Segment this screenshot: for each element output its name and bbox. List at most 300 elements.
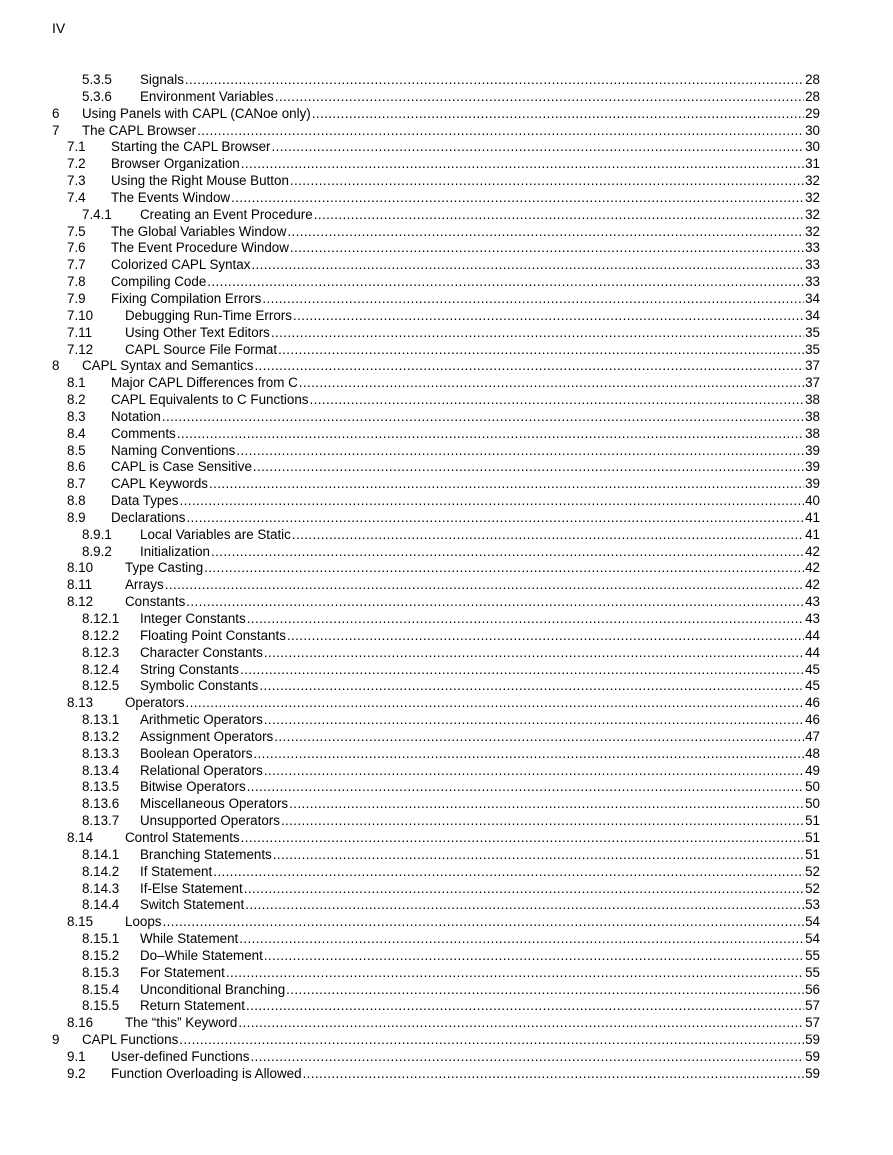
toc-entry[interactable] [0, 796, 893, 813]
toc-entry[interactable] [0, 1049, 893, 1066]
toc-dot-leader [273, 847, 804, 864]
toc-entry-line [125, 342, 820, 359]
toc-dot-leader [244, 881, 804, 898]
toc-entry-page: 44 [805, 644, 820, 660]
toc-entry[interactable] [0, 325, 893, 342]
toc-entry-number: 8.15.5 [82, 998, 120, 1014]
toc-entry-line [140, 763, 820, 780]
toc-entry-title: Function Overloading is Allowed [111, 1065, 302, 1081]
toc-entry-number: 8.15.2 [82, 947, 120, 963]
toc-entry-number: 8.14.2 [82, 863, 120, 879]
toc-entry-number: 8.13.4 [82, 762, 120, 778]
toc-entry-title: String Constants [140, 661, 239, 677]
toc-entry-line [111, 443, 820, 460]
toc-entry-title: Miscellaneous Operators [140, 796, 289, 812]
toc-entry[interactable] [0, 72, 893, 89]
toc-dot-leader [226, 965, 804, 982]
toc-entry[interactable] [0, 240, 893, 257]
toc-entry-title: Unsupported Operators [140, 813, 280, 829]
toc-dot-leader [264, 645, 804, 662]
toc-entry-line [140, 527, 820, 544]
toc-dot-leader [289, 796, 804, 813]
toc-entry-title: CAPL Syntax and Semantics [82, 358, 254, 374]
toc-entry-page: 57 [805, 998, 820, 1014]
toc-entry[interactable] [0, 510, 893, 527]
toc-entry-page: 56 [805, 981, 820, 997]
toc-entry-line [111, 1049, 820, 1066]
toc-entry-line [111, 510, 820, 527]
toc-entry-line [140, 207, 820, 224]
toc-entry[interactable] [0, 763, 893, 780]
toc-entry-page: 33 [805, 240, 820, 256]
toc-entry-line [111, 493, 820, 510]
toc-entry[interactable] [0, 1032, 893, 1049]
toc-entry-title: CAPL is Case Sensitive [111, 459, 252, 475]
toc-entry-line [140, 628, 820, 645]
toc-entry-page: 51 [805, 846, 820, 862]
toc-entry-line [140, 712, 820, 729]
toc-entry-page: 41 [805, 509, 820, 525]
toc-entry-page: 53 [805, 897, 820, 913]
toc-entry-title: Character Constants [140, 644, 263, 660]
toc-entry-line [140, 813, 820, 830]
toc-entry-line [140, 864, 820, 881]
toc-entry[interactable] [0, 712, 893, 729]
toc-entry-title: Bitwise Operators [140, 779, 246, 795]
toc-entry[interactable] [0, 257, 893, 274]
toc-entry-line [140, 645, 820, 662]
toc-entry-line [140, 881, 820, 898]
toc-entry-line [140, 72, 820, 89]
toc-entry-page: 44 [805, 627, 820, 643]
toc-entry[interactable] [0, 426, 893, 443]
toc-entry-line [82, 358, 820, 375]
toc-entry[interactable] [0, 560, 893, 577]
toc-entry-title: CAPL Equivalents to C Functions [111, 392, 309, 408]
toc-dot-leader [213, 864, 804, 881]
toc-entry-line [111, 409, 820, 426]
toc-entry-line [140, 779, 820, 796]
toc-entry-number: 7.6 [67, 240, 86, 256]
toc-entry-line [111, 1066, 820, 1083]
toc-entry-number: 8.13.7 [82, 813, 120, 829]
toc-entry-title: CAPL Keywords [111, 476, 208, 492]
toc-entry-page: 42 [805, 560, 820, 576]
toc-entry-number: 8.15.1 [82, 931, 120, 947]
toc-entry-number: 7 [52, 122, 60, 138]
toc-entry-line [125, 308, 820, 325]
toc-entry-title: Major CAPL Differences from C [111, 375, 298, 391]
toc-entry-title: Browser Organization [111, 156, 240, 172]
toc-entry-page: 42 [805, 577, 820, 593]
toc-entry-page: 45 [805, 678, 820, 694]
toc-entry[interactable] [0, 459, 893, 476]
toc-entry-title: Control Statements [125, 829, 240, 845]
toc-entry-title: Unconditional Branching [140, 981, 286, 997]
toc-entry-line [140, 931, 820, 948]
toc-entry-number: 7.7 [67, 257, 86, 273]
toc-entry-page: 35 [805, 324, 820, 340]
toc-entry-page: 39 [805, 459, 820, 475]
toc-entry-title: While Statement [140, 931, 239, 947]
toc-dot-leader [209, 476, 804, 493]
toc-dot-leader [274, 729, 804, 746]
toc-entry-number: 7.2 [67, 156, 86, 172]
toc-entry-title: If-Else Statement [140, 880, 243, 896]
toc-entry-title: Notation [111, 408, 161, 424]
toc-entry-page: 34 [805, 290, 820, 306]
toc-entry-number: 7.4 [67, 189, 86, 205]
toc-entry-title: Type Casting [125, 560, 204, 576]
toc-entry-title: Debugging Run-Time Errors [125, 307, 292, 323]
toc-entry-number: 7.1 [67, 139, 86, 155]
toc-dot-leader [290, 173, 804, 190]
toc-entry-page: 33 [805, 274, 820, 290]
toc-entry-line [140, 998, 820, 1015]
toc-entry-title: Starting the CAPL Browser [111, 139, 271, 155]
toc-entry-number: 8.15.4 [82, 981, 120, 997]
toc-entry[interactable] [0, 156, 893, 173]
toc-entry-line [125, 695, 820, 712]
toc-entry-title: If Statement [140, 863, 213, 879]
toc-dot-leader [253, 746, 804, 763]
toc-entry-line [111, 375, 820, 392]
toc-entry-page: 48 [805, 745, 820, 761]
toc-entry-title: Environment Variables [140, 88, 274, 104]
toc-entry[interactable] [0, 982, 893, 999]
toc-entry[interactable] [0, 813, 893, 830]
toc-entry-page: 39 [805, 442, 820, 458]
toc-entry[interactable] [0, 1015, 893, 1032]
toc-entry-page: 46 [805, 695, 820, 711]
toc-entry-line [111, 224, 820, 241]
toc-entry[interactable] [0, 207, 893, 224]
toc-entry-page: 57 [805, 1015, 820, 1031]
toc-entry-page: 30 [805, 122, 820, 138]
toc-entry[interactable] [0, 914, 893, 931]
toc-dot-leader [281, 813, 804, 830]
toc-entry-title: Declarations [111, 509, 186, 525]
toc-entry-line [140, 89, 820, 106]
toc-entry[interactable] [0, 998, 893, 1015]
toc-dot-leader [254, 358, 804, 375]
toc-entry-page: 40 [805, 493, 820, 509]
toc-dot-leader [253, 459, 804, 476]
toc-entry-number: 8.10 [67, 560, 94, 576]
toc-dot-leader [241, 156, 804, 173]
toc-entry-title: User-defined Functions [111, 1048, 250, 1064]
toc-entry[interactable] [0, 662, 893, 679]
toc-entry-title: Arrays [125, 577, 164, 593]
toc-entry-line [140, 965, 820, 982]
toc-dot-leader [262, 291, 804, 308]
toc-entry-title: Boolean Operators [140, 745, 253, 761]
toc-entry-title: Symbolic Constants [140, 678, 259, 694]
toc-entry-title: Branching Statements [140, 846, 272, 862]
toc-entry-page: 55 [805, 964, 820, 980]
toc-dot-leader [290, 240, 804, 257]
toc-entry-page: 32 [805, 206, 820, 222]
toc-dot-leader [204, 560, 804, 577]
toc-entry-title: Constants [125, 594, 186, 610]
toc-entry[interactable] [0, 746, 893, 763]
toc-entry-page: 31 [805, 156, 820, 172]
toc-entry-page: 38 [805, 425, 820, 441]
toc-entry-number: 7.9 [67, 290, 86, 306]
toc-entry-title: The “this” Keyword [125, 1015, 238, 1031]
toc-entry-number: 8.13.1 [82, 712, 120, 728]
toc-entry-page: 38 [805, 392, 820, 408]
toc-entry-title: Naming Conventions [111, 442, 236, 458]
toc-dot-leader [247, 779, 804, 796]
toc-entry-line [111, 139, 820, 156]
toc-dot-leader [186, 594, 804, 611]
toc-entry[interactable] [0, 678, 893, 695]
toc-entry-number: 8.13 [67, 695, 94, 711]
toc-entry-number: 8.13.3 [82, 745, 120, 761]
toc-dot-leader [162, 914, 804, 931]
toc-entry[interactable] [0, 493, 893, 510]
toc-dot-leader [186, 510, 804, 527]
toc-entry-number: 8.15.3 [82, 964, 120, 980]
toc-dot-leader [247, 611, 804, 628]
toc-entry[interactable] [0, 139, 893, 156]
toc-entry-number: 6 [52, 105, 60, 121]
toc-entry-line [125, 914, 820, 931]
toc-entry-title: Colorized CAPL Syntax [111, 257, 251, 273]
toc-dot-leader [264, 763, 804, 780]
toc-entry[interactable] [0, 123, 893, 140]
toc-entry[interactable] [0, 645, 893, 662]
toc-entry-page: 54 [805, 931, 820, 947]
toc-entry-page: 50 [805, 779, 820, 795]
toc-entry-page: 45 [805, 661, 820, 677]
toc-entry-page: 59 [805, 1048, 820, 1064]
toc-entry-page: 50 [805, 796, 820, 812]
toc-entry-line [111, 156, 820, 173]
toc-entry-page: 41 [805, 526, 820, 542]
toc-dot-leader [264, 948, 804, 965]
toc-dot-leader [303, 1066, 805, 1083]
toc-entry[interactable] [0, 948, 893, 965]
toc-entry-line [82, 123, 820, 140]
toc-dot-leader [278, 342, 804, 359]
toc-dot-leader [245, 897, 804, 914]
toc-entry-page: 55 [805, 947, 820, 963]
toc-entry-line [111, 426, 820, 443]
toc-dot-leader [177, 426, 804, 443]
toc-entry[interactable] [0, 476, 893, 493]
toc-entry-title: CAPL Source File Format [125, 341, 278, 357]
toc-entry-line [111, 291, 820, 308]
toc-dot-leader [180, 493, 805, 510]
toc-dot-leader [185, 72, 804, 89]
toc-entry-page: 52 [805, 863, 820, 879]
toc-entry-line [111, 240, 820, 257]
toc-entry-page: 49 [805, 762, 820, 778]
toc-entry-page: 47 [805, 728, 820, 744]
toc-entry[interactable] [0, 190, 893, 207]
toc-entry[interactable] [0, 375, 893, 392]
toc-entry[interactable] [0, 443, 893, 460]
toc-dot-leader [246, 998, 804, 1015]
toc-entry-page: 52 [805, 880, 820, 896]
toc-entry-title: The Event Procedure Window [111, 240, 289, 256]
toc-entry-number: 8.16 [67, 1015, 94, 1031]
toc-dot-leader [292, 527, 804, 544]
toc-entry-number: 7.5 [67, 223, 86, 239]
toc-entry-page: 30 [805, 139, 820, 155]
toc-entry-title: The CAPL Browser [82, 122, 197, 138]
toc-entry[interactable] [0, 897, 893, 914]
toc-entry-title: Return Statement [140, 998, 245, 1014]
toc-entry[interactable] [0, 89, 893, 106]
toc-entry-title: Initialization [140, 543, 210, 559]
toc-dot-leader [165, 577, 804, 594]
toc-entry[interactable] [0, 847, 893, 864]
toc-entry-page: 32 [805, 189, 820, 205]
toc-entry-number: 8.1 [67, 375, 86, 391]
toc-entry-line [111, 476, 820, 493]
toc-entry-number: 5.3.6 [82, 88, 112, 104]
toc-dot-leader [211, 544, 804, 561]
toc-entry-page: 59 [805, 1032, 820, 1048]
toc-entry[interactable] [0, 881, 893, 898]
toc-dot-leader [162, 409, 804, 426]
toc-entry[interactable] [0, 594, 893, 611]
toc-entry[interactable] [0, 224, 893, 241]
toc-entry[interactable] [0, 291, 893, 308]
toc-dot-leader [259, 678, 804, 695]
toc-entry[interactable] [0, 931, 893, 948]
toc-entry-title: Using Panels with CAPL (CANoe only) [82, 105, 311, 121]
toc-entry[interactable] [0, 965, 893, 982]
toc-entry-line [125, 830, 820, 847]
toc-entry-title: The Events Window [111, 189, 231, 205]
toc-entry[interactable] [0, 611, 893, 628]
toc-entry[interactable] [0, 1066, 893, 1083]
toc-dot-leader [272, 139, 805, 156]
toc-entry-page: 39 [805, 476, 820, 492]
toc-entry-number: 8.12.4 [82, 661, 120, 677]
toc-entry-number: 7.4.1 [82, 206, 112, 222]
toc-entry-line [111, 190, 820, 207]
toc-entry-title: CAPL Functions [82, 1032, 179, 1048]
toc-entry-title: Comments [111, 425, 176, 441]
toc-entry-page: 42 [805, 543, 820, 559]
toc-entry-number: 8.14.3 [82, 880, 120, 896]
toc-entry-line [111, 257, 820, 274]
toc-dot-leader [197, 123, 804, 140]
toc-entry[interactable] [0, 779, 893, 796]
toc-entry-page: 28 [805, 72, 820, 87]
toc-dot-leader [275, 89, 804, 106]
toc-entry[interactable] [0, 695, 893, 712]
toc-entry[interactable] [0, 274, 893, 291]
toc-entry-line [82, 106, 820, 123]
toc-entry-number: 8.8 [67, 493, 86, 509]
toc-entry-number: 8.12.3 [82, 644, 120, 660]
toc-entry-number: 8.9 [67, 509, 86, 525]
toc-dot-leader [186, 695, 805, 712]
toc-dot-leader [238, 1015, 804, 1032]
toc-entry-title: Switch Statement [140, 897, 245, 913]
toc-entry-page: 38 [805, 408, 820, 424]
toc-entry-page: 54 [805, 914, 820, 930]
toc-dot-leader [264, 712, 804, 729]
toc-entry[interactable] [0, 392, 893, 409]
toc-entry[interactable] [0, 308, 893, 325]
toc-entry-number: 8.12.2 [82, 627, 120, 643]
toc-entry[interactable] [0, 342, 893, 359]
toc-entry-title: Operators [125, 695, 185, 711]
toc-entry-line [140, 796, 820, 813]
toc-dot-leader [251, 257, 804, 274]
toc-entry-number: 9.2 [67, 1065, 86, 1081]
toc-entry-number: 8.12.1 [82, 611, 120, 626]
toc-entry[interactable] [0, 577, 893, 594]
toc-entry-title: Integer Constants [140, 611, 246, 626]
toc-dot-leader [312, 106, 804, 123]
toc-dot-leader [207, 274, 804, 291]
toc-entry[interactable] [0, 173, 893, 190]
page-number: IV [52, 20, 66, 36]
toc-entry-number: 7.8 [67, 274, 86, 290]
toc-entry-title: For Statement [140, 964, 225, 980]
toc-entry[interactable] [0, 409, 893, 426]
toc-entry-line [140, 544, 820, 561]
toc-entry-number: 8.6 [67, 459, 86, 475]
toc-entry-number: 9.1 [67, 1048, 86, 1064]
toc-dot-leader [271, 325, 804, 342]
toc-entry-title: Loops [125, 914, 162, 930]
toc-entry[interactable] [0, 830, 893, 847]
toc-entry-line [140, 678, 820, 695]
toc-entry[interactable] [0, 106, 893, 123]
toc-entry[interactable] [0, 358, 893, 375]
toc-entry-line [140, 847, 820, 864]
toc-entry[interactable] [0, 628, 893, 645]
toc-entry-line [125, 594, 820, 611]
toc-entry-number: 8.13.2 [82, 728, 120, 744]
toc-entry-line [111, 392, 820, 409]
toc-dot-leader [236, 443, 804, 460]
toc-entry-page: 51 [805, 829, 820, 845]
toc-entry[interactable] [0, 864, 893, 881]
toc-entry-number: 8.12 [67, 594, 94, 610]
toc-entry-line [140, 611, 820, 628]
toc-entry-number: 8.14.4 [82, 897, 120, 913]
toc-dot-leader [293, 308, 804, 325]
toc-dot-leader [287, 628, 804, 645]
toc-entry[interactable] [0, 544, 893, 561]
toc-entry-title: Do–While Statement [140, 947, 263, 963]
toc-entry-title: The Global Variables Window [111, 223, 287, 239]
toc-entry-line [111, 173, 820, 190]
toc-entry-number: 8.7 [67, 476, 86, 492]
toc-entry-page: 32 [805, 173, 820, 189]
toc-entry-number: 8.14.1 [82, 846, 120, 862]
toc-entry-line [125, 325, 820, 342]
toc-entry-number: 8.9.2 [82, 543, 112, 559]
toc-entry[interactable] [0, 729, 893, 746]
toc-entry-number: 8.15 [67, 914, 94, 930]
toc-entry[interactable] [0, 527, 893, 544]
toc-entry-line [140, 982, 820, 999]
toc-entry-line [125, 1015, 820, 1032]
toc-entry-page: 34 [805, 307, 820, 323]
toc-dot-leader [239, 931, 804, 948]
